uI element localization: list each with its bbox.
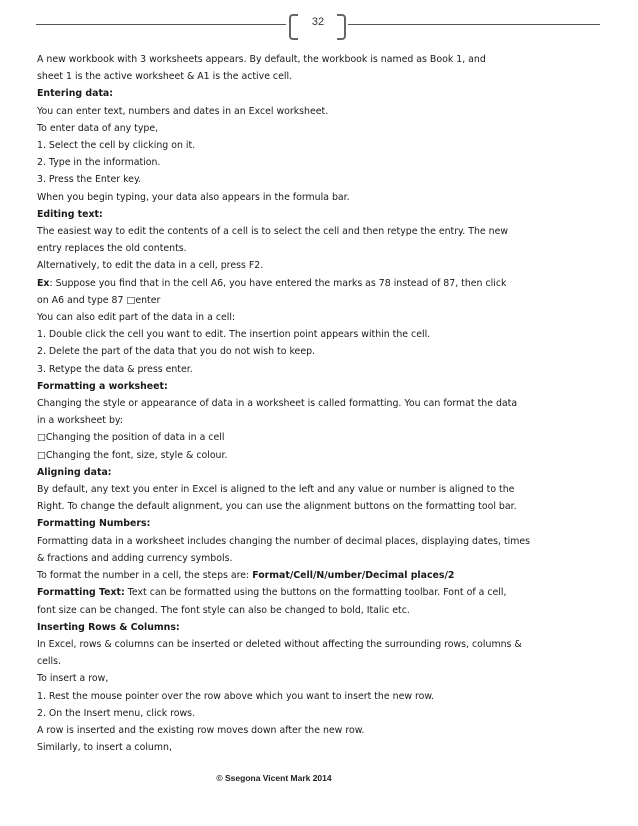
section-heading <box>37 206 607 223</box>
text-line <box>37 223 607 240</box>
bold-text: Inserting Rows & Columns: <box>37 621 180 633</box>
text-line <box>37 240 607 257</box>
body-text: Right. To change the default alignment, you can use the alignment buttons on the formatting tool bar. <box>37 501 517 513</box>
body-text: 1. Select the cell by clicking on it. <box>37 140 196 152</box>
section-heading <box>37 515 607 532</box>
text-line <box>37 171 607 188</box>
text-line <box>37 309 607 326</box>
text-line <box>37 361 607 378</box>
text-line <box>37 447 607 464</box>
text-line <box>37 68 607 85</box>
text-line <box>37 412 607 429</box>
body-text: 1. Double click the cell you want to edit. The insertion point appears within the cell. <box>37 329 431 341</box>
body-text: Similarly, to insert a column, <box>37 742 172 754</box>
page-number: 32 <box>311 16 325 28</box>
text-line <box>37 533 607 550</box>
text-line <box>37 602 607 619</box>
body-text: in a worksheet by: <box>37 415 123 427</box>
header-rule-left <box>36 24 286 25</box>
bold-text: Formatting Text: <box>37 587 125 599</box>
body-text: To format the number in a cell, the steps are: <box>37 570 253 582</box>
text-line <box>37 137 607 154</box>
body-text: Formatting data in a worksheet includes changing the number of decimal places, displaying dates, times <box>37 535 531 547</box>
text-line <box>37 326 607 343</box>
bold-text: Format/Cell/N/umber/Decimal places/2 <box>252 570 455 582</box>
text-line <box>37 550 607 567</box>
section-heading <box>37 464 607 481</box>
body-text: In Excel, rows & columns can be inserted or deleted without affecting the surrounding rows, columns & <box>37 638 522 650</box>
body-text: To enter data of any type, <box>37 122 159 134</box>
text-line <box>37 120 607 137</box>
body-text: □Changing the font, size, style & colour. <box>37 449 228 461</box>
body-text: □Changing the position of data in a cell <box>37 432 225 444</box>
text-line <box>37 653 607 670</box>
body-text: When you begin typing, your data also appears in the formula bar. <box>37 191 350 203</box>
body-text: To insert a row, <box>37 673 109 685</box>
body-text: A row is inserted and the existing row moves down after the new row. <box>37 724 365 736</box>
bold-text: Formatting a worksheet: <box>37 380 168 392</box>
body-text: on A6 and type 87 □enter <box>37 294 161 306</box>
text-line <box>37 739 607 756</box>
section-heading <box>37 619 607 636</box>
body-text: 1. Rest the mouse pointer over the row above which you want to insert the new row. <box>37 690 435 702</box>
text-line <box>37 481 607 498</box>
body-text: : Suppose you find that in the cell A6, you have entered the marks as 78 instead of 87, then click <box>49 277 507 289</box>
bold-text: Formatting Numbers: <box>37 518 151 530</box>
text-line <box>37 429 607 446</box>
body-text: entry replaces the old contents. <box>37 243 187 255</box>
body-text: font size can be changed. The font style can also be changed to bold, Italic etc. <box>37 604 410 616</box>
text-line <box>37 722 607 739</box>
bold-text: Aligning data: <box>37 466 112 478</box>
body-text: & fractions and adding currency symbols. <box>37 552 233 564</box>
text-line <box>37 343 607 360</box>
body-text: A new workbook with 3 worksheets appears. By default, the workbook is named as Book 1, and <box>37 54 486 65</box>
footer-copyright: © Ssegona Vicent Mark 2014 <box>216 773 332 783</box>
bold-text: Entering data: <box>37 88 113 100</box>
body-text: You can enter text, numbers and dates in an Excel worksheet. <box>37 105 329 117</box>
text-line <box>37 705 607 722</box>
body-text: You can also edit part of the data in a cell: <box>37 312 236 324</box>
body-text: cells. <box>37 656 61 668</box>
text-line <box>37 292 607 309</box>
text-line <box>37 395 607 412</box>
body-text: Changing the style or appearance of data in a worksheet is called formatting. You can format the data <box>37 398 518 410</box>
body-text: Alternatively, to edit the data in a cell, press F2. <box>37 260 264 272</box>
body-text: Text can be formatted using the buttons on the formatting toolbar. Font of a cell, <box>124 587 507 599</box>
text-line <box>37 257 607 274</box>
right-bracket-ornament <box>337 14 346 40</box>
text-line <box>37 275 607 292</box>
body-text: The easiest way to edit the contents of a cell is to select the cell and then retype the entry. The new <box>37 226 509 238</box>
text-line <box>37 103 607 120</box>
body-text: 2. Type in the information. <box>37 157 161 169</box>
bold-text: Editing text: <box>37 208 103 220</box>
section-heading <box>37 85 607 102</box>
document-body <box>37 51 607 756</box>
text-line <box>37 584 607 601</box>
text-line <box>37 498 607 515</box>
text-line <box>37 567 607 584</box>
body-text: By default, any text you enter in Excel is aligned to the left and any value or number is aligned to the <box>37 484 515 496</box>
text-line <box>37 636 607 653</box>
section-heading <box>37 378 607 395</box>
header-rule-right <box>348 24 600 25</box>
body-text: 3. Retype the data & press enter. <box>37 363 193 375</box>
text-line <box>37 688 607 705</box>
text-line <box>37 51 607 68</box>
left-bracket-ornament <box>289 14 298 40</box>
body-text: 3. Press the Enter key. <box>37 174 142 186</box>
text-line <box>37 670 607 687</box>
bold-text: Ex <box>37 277 50 289</box>
page-header <box>0 12 638 40</box>
text-line <box>37 189 607 206</box>
body-text: 2. On the Insert menu, click rows. <box>37 707 196 719</box>
body-text: 2. Delete the part of the data that you do not wish to keep. <box>37 346 316 358</box>
body-text: sheet 1 is the active worksheet & A1 is the active cell. <box>37 71 293 83</box>
text-line <box>37 154 607 171</box>
